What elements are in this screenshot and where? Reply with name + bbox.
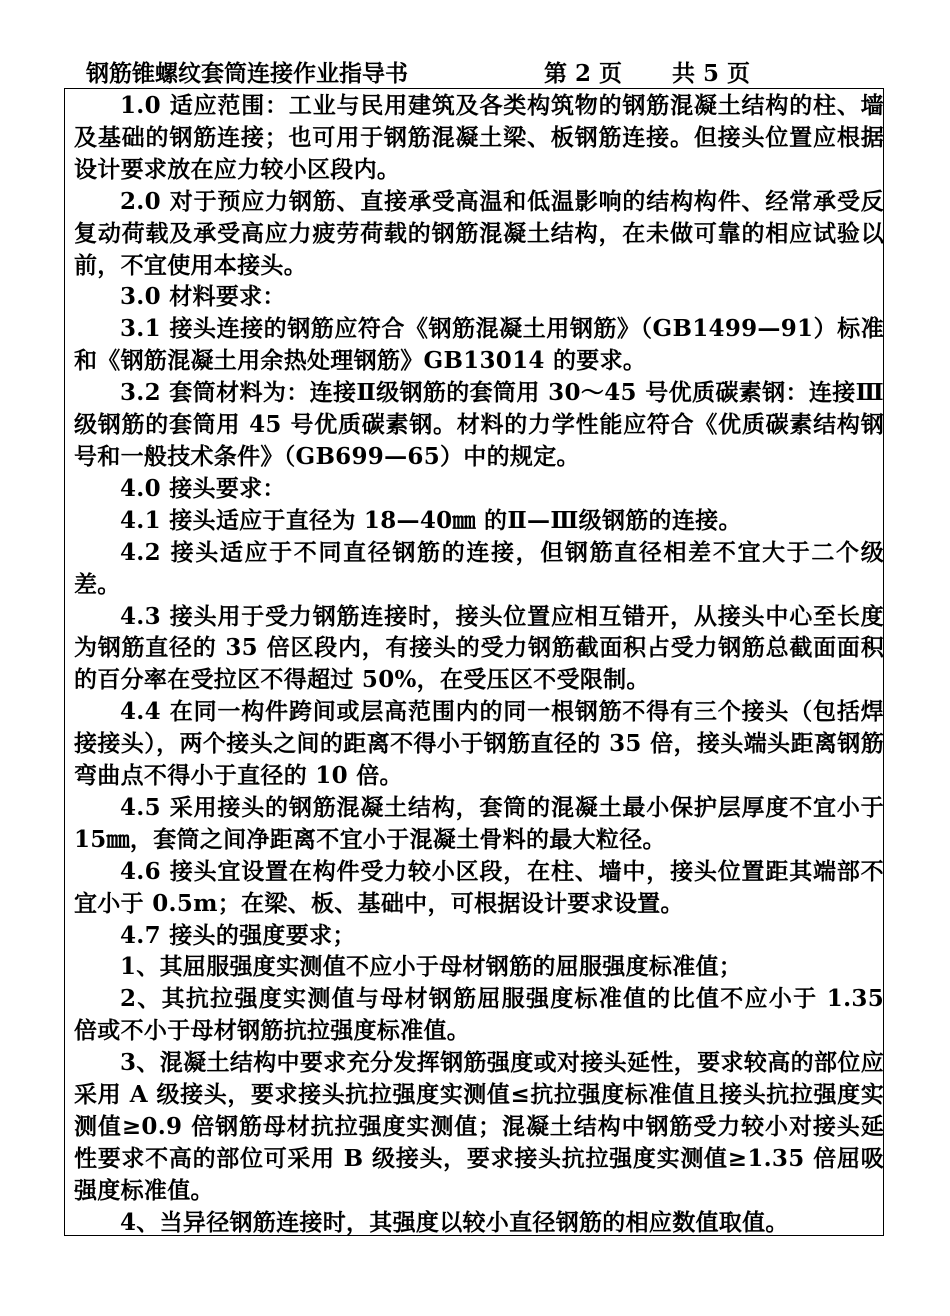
paragraph-4-2: 4.2 接头适应于不同直径钢筋的连接，但钢筋直径相差不宜大于二个级差。 bbox=[74, 538, 884, 598]
paragraph-4-7: 4.7 接头的强度要求； bbox=[120, 921, 356, 949]
page-header bbox=[86, 58, 886, 90]
paragraph-4-1: 4.1 接头适应于直径为 18—40㎜ 的Ⅱ—Ⅲ级钢筋的连接。 bbox=[120, 506, 742, 534]
page-total: 共 5 页 bbox=[672, 60, 751, 87]
paragraph-1-0: 1.0 适应范围：工业与民用建筑及各类构筑物的钢筋混凝土结构的柱、墙及基础的钢筋连接；也可用于钢筋混凝土梁、板钢筋连接。但接头位置应根据设计要求放在应力较小区段内。 bbox=[74, 92, 884, 183]
paragraph-4-0: 4.0 接头要求： bbox=[120, 474, 286, 502]
strength-item-3: 3、混凝土结构中要求充分发挥钢筋强度或对接头延性，要求较高的部位应采用 A 级接头，要求接头抗拉强度实测值≤抗拉强度标准值且接头抗拉强度实测值≥0.9 倍钢筋母材抗拉强度实测值；混凝土结构中钢筋受力较小对接头延性要求不高的部位可采用 B 级接头，要求接头抗拉强度实测值≥1.35 倍屈吸强度标准值。 bbox=[74, 1049, 884, 1204]
strength-item-1: 1、其屈服强度实测值不应小于母材钢筋的屈服强度标准值； bbox=[120, 953, 743, 981]
paragraph-4-3: 4.3 接头用于受力钢筋连接时，接头位置应相互错开，从接头中心至长度为钢筋直径的 35 倍区段内，有接头的受力钢筋截面积占受力钢筋总截面面积的百分率在受拉区不得超过 50%，在受压区不受限制。 bbox=[74, 602, 884, 694]
document-body bbox=[74, 90, 884, 1239]
paragraph-4-5: 4.5 采用接头的钢筋混凝土结构，套筒的混凝土最小保护层厚度不宜小于 15㎜，套筒之间净距离不宜小于混凝土骨料的最大粒径。 bbox=[74, 793, 884, 853]
document-title: 钢筋锥螺纹套筒连接作业指导书 bbox=[86, 60, 408, 87]
paragraph-3-1: 3.1 接头连接的钢筋应符合《钢筋混凝土用钢筋》（GB1499—91）标准和《钢筋混凝土用余热处理钢筋》GB13014 的要求。 bbox=[74, 315, 884, 375]
page-number: 第 2 页 bbox=[544, 60, 623, 87]
paragraph-3-0: 3.0 材料要求： bbox=[120, 283, 286, 311]
strength-item-2: 2、其抗拉强度实测值与母材钢筋屈服强度标准值的比值不应小于 1.35 倍或不小于母材钢筋抗拉强度标准值。 bbox=[74, 985, 884, 1045]
paragraph-4-4: 4.4 在同一构件跨间或层高范围内的同一根钢筋不得有三个接头（包括焊接接头），两个接头之间的距离不得小于钢筋直径的 35 倍，接头端头距离钢筋弯曲点不得小于直径的 10 倍。 bbox=[74, 698, 884, 790]
strength-item-4: 4、当异径钢筋连接时，其强度以较小直径钢筋的相应数值取值。 bbox=[120, 1208, 789, 1236]
paragraph-4-6: 4.6 接头宜设置在构件受力较小区段，在柱、墙中，接头位置距其端部不宜小于 0.5m；在梁、板、基础中，可根据设计要求设置。 bbox=[74, 857, 884, 917]
paragraph-3-2: 3.2 套筒材料为：连接Ⅱ级钢筋的套筒用 30～45 号优质碳素钢：连接Ⅲ级钢筋的套筒用 45 号优质碳素钢。材料的力学性能应符合《优质碳素结构钢号和一般技术条件》（GB699—65）中的规定。 bbox=[74, 379, 884, 470]
paragraph-2-0: 2.0 对于预应力钢筋、直接承受高温和低温影响的结构构件、经常承受反复动荷载及承受高应力疲劳荷载的钢筋混凝土结构，在未做可靠的相应试验以前，不宜使用本接头。 bbox=[74, 187, 884, 279]
